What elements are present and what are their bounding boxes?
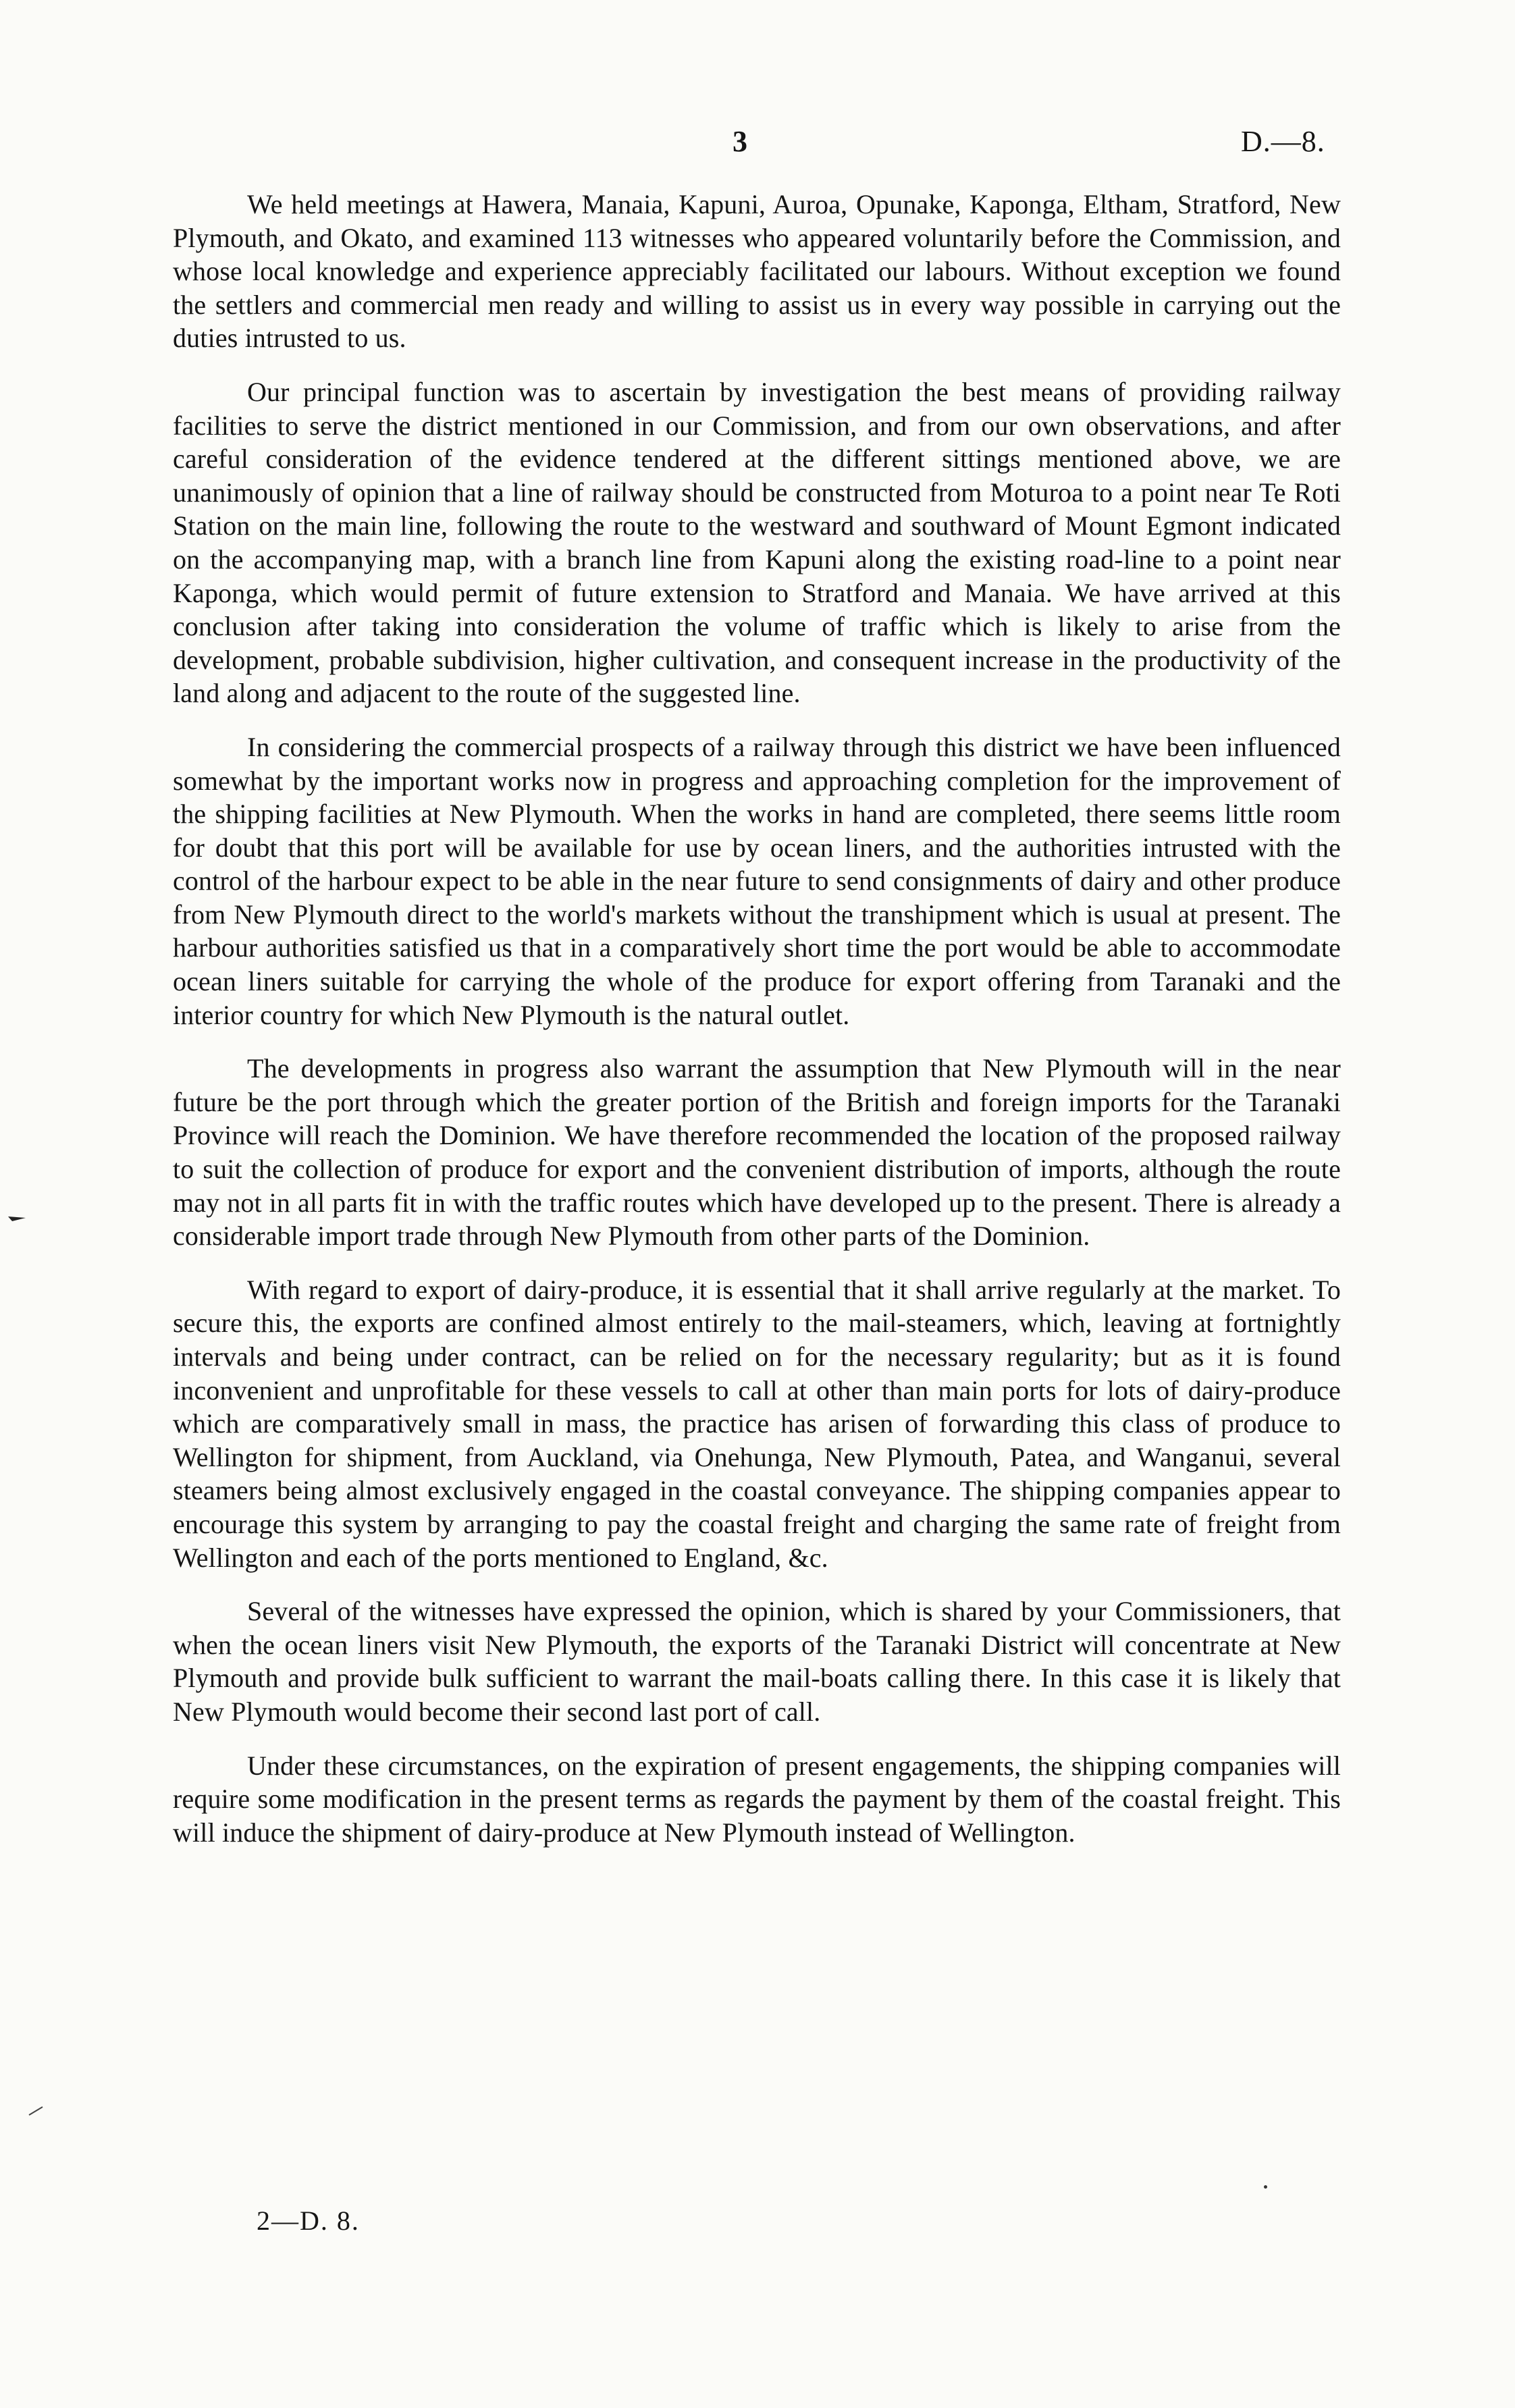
paragraph-developments: The developments in progress also warrant the assumption that New Plymouth will in the near future be the port through which the greater portion of the British and foreign imports for the Taranaki Province will reach the Dominion. We have therefore recommended the location of the proposed railway to suit the collection of produce for export and the convenient distribution of imports, although the route may not in all parts fit in with the traffic routes which have developed up to the present. There is already a considerable import trade through New Plymouth from other parts of the Dominion.: [173, 1053, 1341, 1252]
signature-mark: 2—D. 8.: [257, 2205, 360, 2236]
paragraph-commercial-prospects: In considering the commercial prospects of a railway through this district we have been influenced somewhat by the important works now in progress and approaching completion for the improvement of the shipping facilities at New Plymouth. When the works in hand are completed, there seems little room for doubt that this port will be available for use by ocean liners, and the authorities intrusted with the control of the harbour expect to be able in the near future to send consignments of dairy and other produce from New Plymouth direct to the world's markets without the transhipment which is usual at present. The harbour authorities satisfied us that in a comparatively short time the port would be able to accommodate ocean liners suitable for carrying the whole of the produce for export offering from Taranaki and the interior country for which New Plymouth is the natural outlet.: [173, 731, 1341, 1030]
document-reference: D.—8.: [1241, 125, 1325, 158]
paragraph-dairy-export: With regard to export of dairy-produce, it is essential that it shall arrive regularly at the market. To secure this, the exports are confined almost entirely to the mail-steamers, which, leaving at fortnightly intervals and being under contract, can be relied on for the necessary regularity; but as it is found inconvenient and unprofitable for these vessels to call at other than main ports for lots of dairy-produce which are comparatively small in mass, the practice has arisen of forwarding this class of produce to Wellington for shipment, from Auckland, via Onehunga, New Plymouth, Patea, and Wanganui, several steamers being almost exclusively engaged in the coastal conveyance. The shipping companies appear to encourage this system by arranging to pay the coastal freight and charging the same rate of freight from Wellington and each of the ports mentioned to England, &c.: [173, 1274, 1341, 1573]
stray-ink-dot: [1264, 2185, 1267, 2189]
margin-pointer-mark: [8, 1215, 26, 1222]
paragraph-witnesses: Several of the witnesses have expressed the opinion, which is shared by your Commissioners, that when the ocean liners visit New Plymouth, the exports of the Taranaki District will concentrate at New Plymouth and provide bulk sufficient to warrant the mail-boats calling there. In this case it is likely that New Plymouth would become their second last port of call.: [173, 1596, 1341, 1727]
paragraph-meetings: We held meetings at Hawera, Manaia, Kapuni, Auroa, Opunake, Kaponga, Eltham, Stratford, New Plymouth, and Okato, and examined 113 witnesses who appeared voluntarily before the Commission, and whose local knowledge and experience appreciably facilitated our labours. Without exception we found the settlers and commercial men ready and willing to assist us in every way possible in carrying out the duties intrusted to us.: [173, 189, 1341, 354]
page-number: 3: [733, 125, 747, 158]
margin-tick-mark: [28, 2106, 43, 2116]
paragraph-circumstances: Under these circumstances, on the expiration of present engagements, the shipping companies will require some modification in the present terms as regards the payment by them of the coastal freight. This will induce the shipment of dairy-produce at New Plymouth instead of Wellington.: [173, 1750, 1341, 1848]
body-text: [173, 188, 1341, 1869]
paragraph-principal-function: Our principal function was to ascertain by investigation the best means of providing railway facilities to serve the district mentioned in our Commission, and from our own observations, and after careful consideration of the evidence tendered at the different sittings mentioned above, we are unanimously of opinion that a line of railway should be constructed from Moturoa to a point near Te Roti Station on the main line, following the route to the westward and southward of Mount Egmont indicated on the accompanying map, with a branch line from Kapuni along the existing road-line to a point near Kaponga, which would permit of future extension to Stratford and Manaia. We have arrived at this conclusion after taking into consideration the volume of traffic which is likely to arise from the development, probable subdivision, higher cultivation, and consequent increase in the productivity of the land along and adjacent to the route of the suggested line.: [173, 376, 1341, 709]
